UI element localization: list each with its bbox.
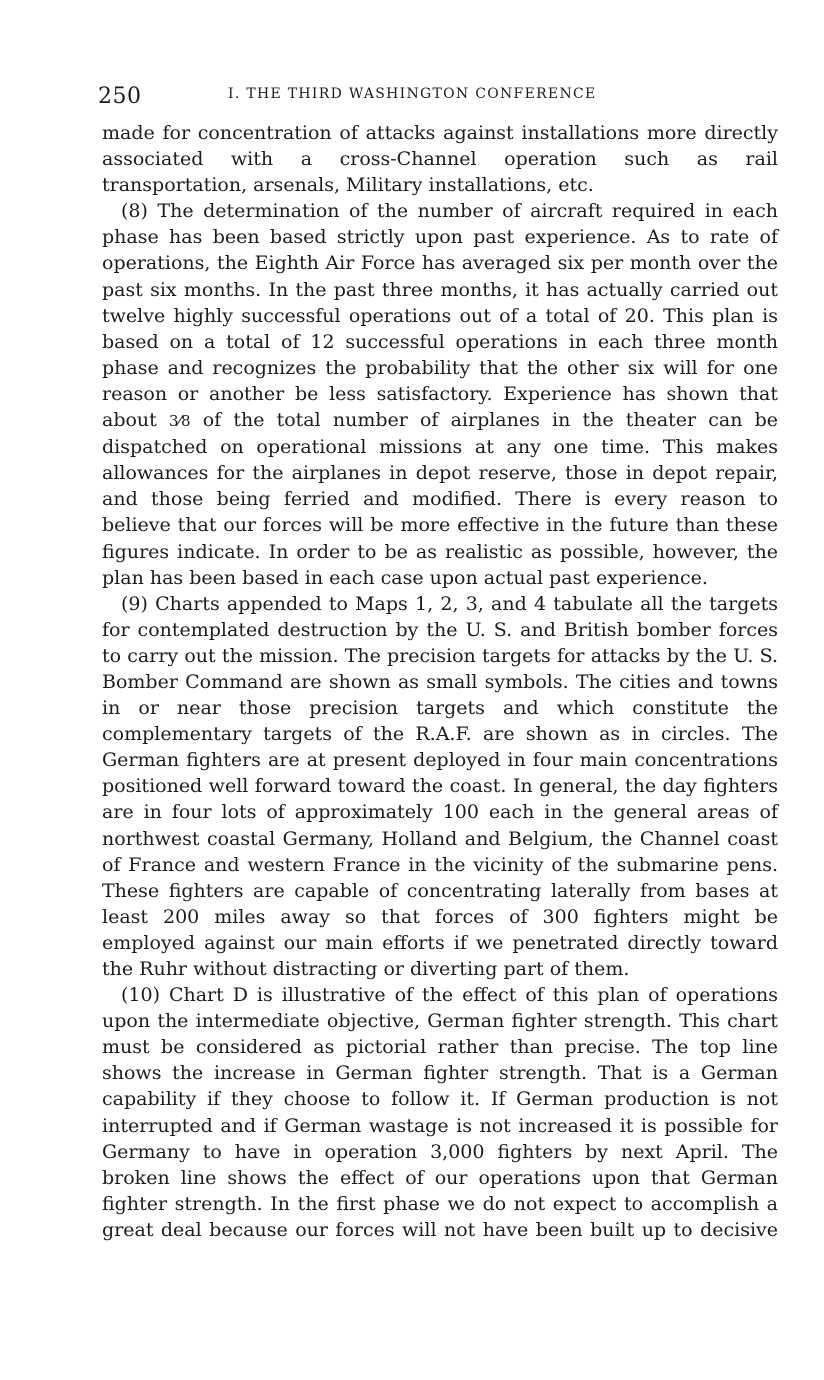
paragraph-8-text-after: of the total number of airplanes in the theater can be dispatched on operational missions at any one time. This makes allowances for the airplanes in depot reserve, those in depot repair, and those being ferried and modified. There is every reason to believe that our forces will be more effective in the future than these figures indicate. In order to be as realistic as possible, however, the plan has been based in each case upon actual past experience. bbox=[102, 409, 779, 589]
paragraph-8-text: (8) The determination of the number of aircraft required in each phase has been based strictly upon past experience. As to rate of operations, the Eighth Air Force has averaged six per month over the past six months. In the past three months, it has actually carried out twelve highly successful operations out of a total of 20. This plan is based on a total of 12 successful operations in each three month phase and recognizes the probability that the other six will for one reason or another be less satisfactory. Experience has shown that about bbox=[102, 200, 778, 432]
paragraph-10: (10) Chart D is illustrative of the effect of this plan of operations upon the intermediate objective, German fighter strength. This chart must be considered as pictorial rather than precise. The top line shows the increase in German fighter strength. That is a German capability if they choose to follow it. If German production is not interrupted and if German wastage is not increased it is possible for Germany to have in operation 3,000 fighters by next April. The broken line shows the effect of our operations upon that German fighter strength. In the first phase we do not expect to accomplish a great deal because our forces will not have been built up to decisive bbox=[102, 984, 778, 1241]
running-title: I. THE THIRD WASHINGTON CONFERENCE bbox=[228, 86, 597, 102]
paragraph-continued: made for concentration of attacks against installations more directly associated with a cross-Channel operation such as rail transportation, arsenals, Military installations, etc. bbox=[102, 122, 778, 197]
paragraph-9: (9) Charts appended to Maps 1, 2, 3, and 4 tabulate all the targets for contemplated destruction by the U. S. and British bomber forces to carry out the mission. The precision targets for attacks by the U. S. Bomber Command are shown as small symbols. The cities and towns in or near those precision targets and which constitute the complementary targets of the R.A.F. are shown as in circles. The German fighters are at present deployed in four main concentrations positioned well forward toward the coast. In general, the day fighters are in four lots of approximately 100 each in the general areas of northwest coastal Germany, Holland and Belgium, the Channel coast of France and western France in the vicinity of the submarine pens. These fighters are capable of concentrating laterally from bases at least 200 miles away so that forces of 300 fighters might be employed against our main efforts if we penetrated directly toward the Ruhr without distracting or diverting part of them. bbox=[102, 592, 778, 980]
paragraph-8 bbox=[102, 198, 778, 590]
document-page bbox=[98, 80, 779, 1243]
body-text bbox=[102, 120, 778, 1243]
fraction-three-eighths: 3⁄8 bbox=[168, 412, 191, 431]
page-number: 250 bbox=[98, 84, 142, 109]
running-header bbox=[98, 80, 778, 120]
